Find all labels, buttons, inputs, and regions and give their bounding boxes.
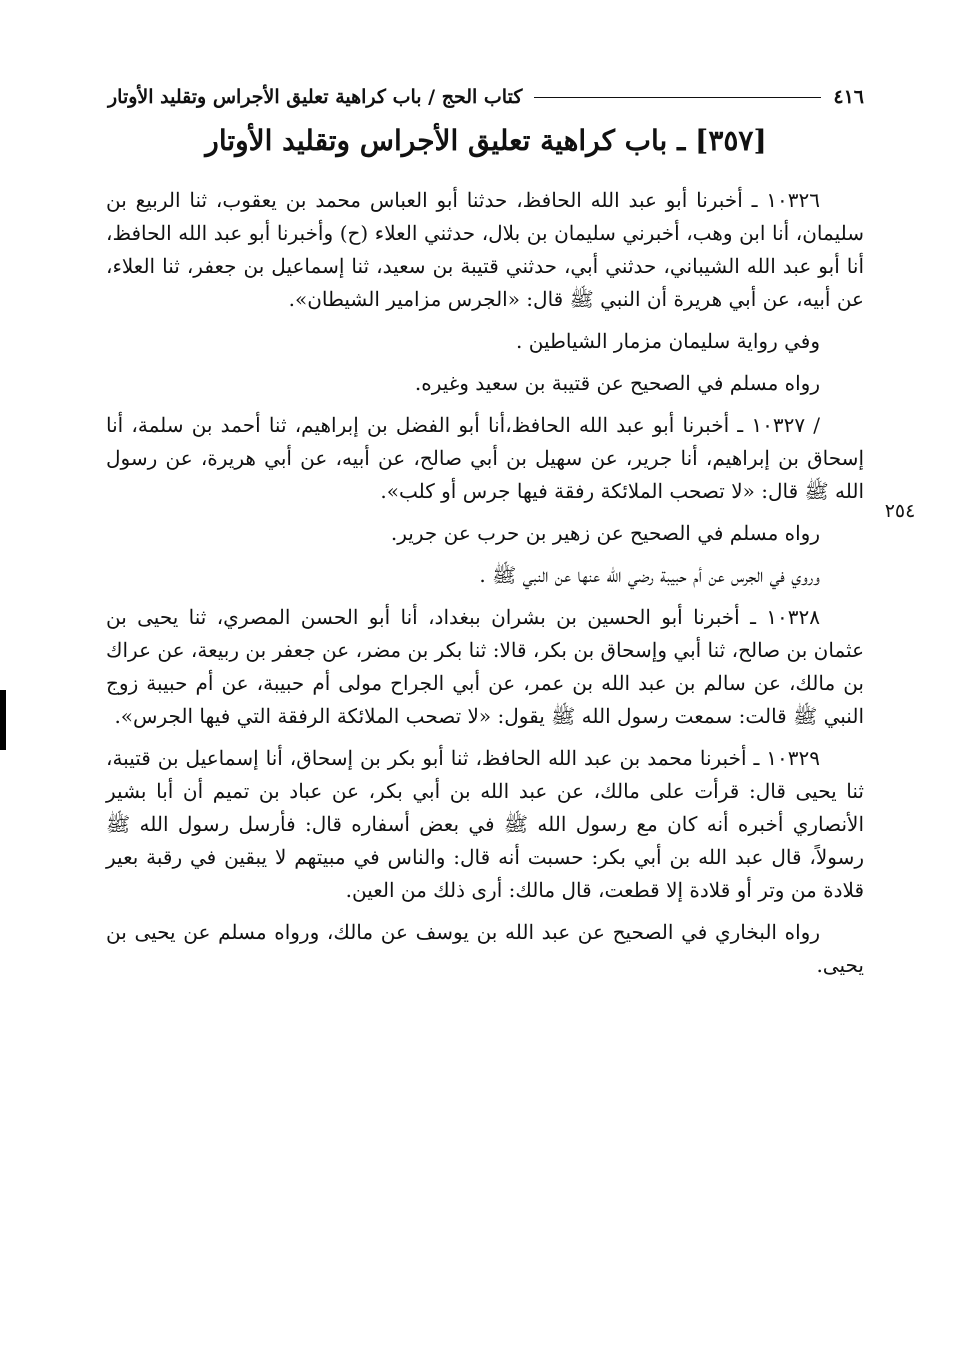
chapter-title: [٣٥٧] ـ باب كراهية تعليق الأجراس وتقليد الأوتار — [205, 124, 767, 157]
margin-page-reference: ٢٥٤ — [884, 500, 916, 522]
narration-note: وفي رواية سليمان مزمار الشياطين . — [516, 329, 820, 353]
running-header — [108, 80, 864, 114]
header-rule — [534, 97, 821, 98]
page-number: ٤١٦ — [833, 86, 864, 108]
hadith-10326: ١٠٣٢٦ ـ أخبرنا أبو عبد الله الحافظ، حدثنا أبو العباس محمد بن يعقوب، ثنا الربيع بن سليمان، أنا ابن وهب، أخبرني سليمان بن بلال، حدثني العلاء (ح) وأخبرنا أبو عبد الله الحافظ، أنا أبو عبد الله الشيباني، حدثني أبي، حدثني قتيبة بن سعيد، ثنا إسماعيل بن جعفر، ثنا العلاء، عن أبيه، عن أبي هريرة أن النبي ﷺ قال: «الجرس مزامير الشيطان». — [106, 188, 864, 311]
hadith-10328: ١٠٣٢٨ ـ أخبرنا أبو الحسين بن بشران ببغداد، أنا أبو الحسن المصري، ثنا يحيى بن عثمان بن صالح، ثنا أبي وإسحاق بن بكر، قالا: ثنا بكر بن مضر، عن جعفر بن ربيعة، عن عراك بن مالك، عن سالم بن عبد الله بن عمر، عن أبي الجراح مولى أم حبيبة، عن أم حبيبة زوج النبي ﷺ قالت: سمعت رسول الله ﷺ يقول: «لا تصحب الملائكة الرفقة التي فيها الجرس». — [106, 605, 864, 728]
hadith-10329: ١٠٣٢٩ ـ أخبرنا محمد بن عبد الله الحافظ، ثنا أبو بكر بن إسحاق، أنا إسماعيل بن قتيبة، ثنا يحيى قال: قرأت على مالك، عن عبد الله بن أبي بكر، عن عباد بن تميم أن أبا بشير الأنصاري أخبره أنه كان مع رسول الله ﷺ في بعض أسفاره قال: فأرسل رسول الله ﷺ رسولاً، قال عبد الله بن أبي بكر: حسبت أنه قال: والناس في مبيتهم لا يبقين في رقبة بعير قلادة من وتر أو قلادة إلا قطعت، قال مالك: أرى ذلك من العين. — [106, 746, 864, 902]
source-note: رواه البخاري في الصحيح عن عبد الله بن يوسف عن مالك، ورواه مسلم عن يحيى بن يحيى. — [106, 920, 864, 977]
narration-note: وروي في الجرس عن أم حبيبة رضي الله عنها عن النبي ﷺ . — [479, 563, 820, 587]
scan-edge-mark — [0, 690, 6, 750]
running-title: كتاب الحج / باب كراهية تعليق الأجراس وتقليد الأوتار — [108, 86, 523, 108]
source-note: رواه مسلم في الصحيح عن زهير بن حرب عن جرير. — [390, 521, 820, 545]
source-note: رواه مسلم في الصحيح عن قتيبة بن سعيد وغيره. — [414, 371, 820, 395]
hadith-10327: / ١٠٣٢٧ ـ أخبرنا أبو عبد الله الحافظ،أنا أبو الفضل بن إبراهيم، ثنا أحمد بن سلمة، أنا إسحاق بن إبراهيم، أنا جرير، عن سهيل بن أبي صالح، عن أبيه، عن أبي هريرة، عن رسول الله ﷺ قال: «لا تصحب الملائكة رفقة فيها جرس أو كلب». — [106, 413, 864, 503]
body-text — [106, 184, 864, 991]
